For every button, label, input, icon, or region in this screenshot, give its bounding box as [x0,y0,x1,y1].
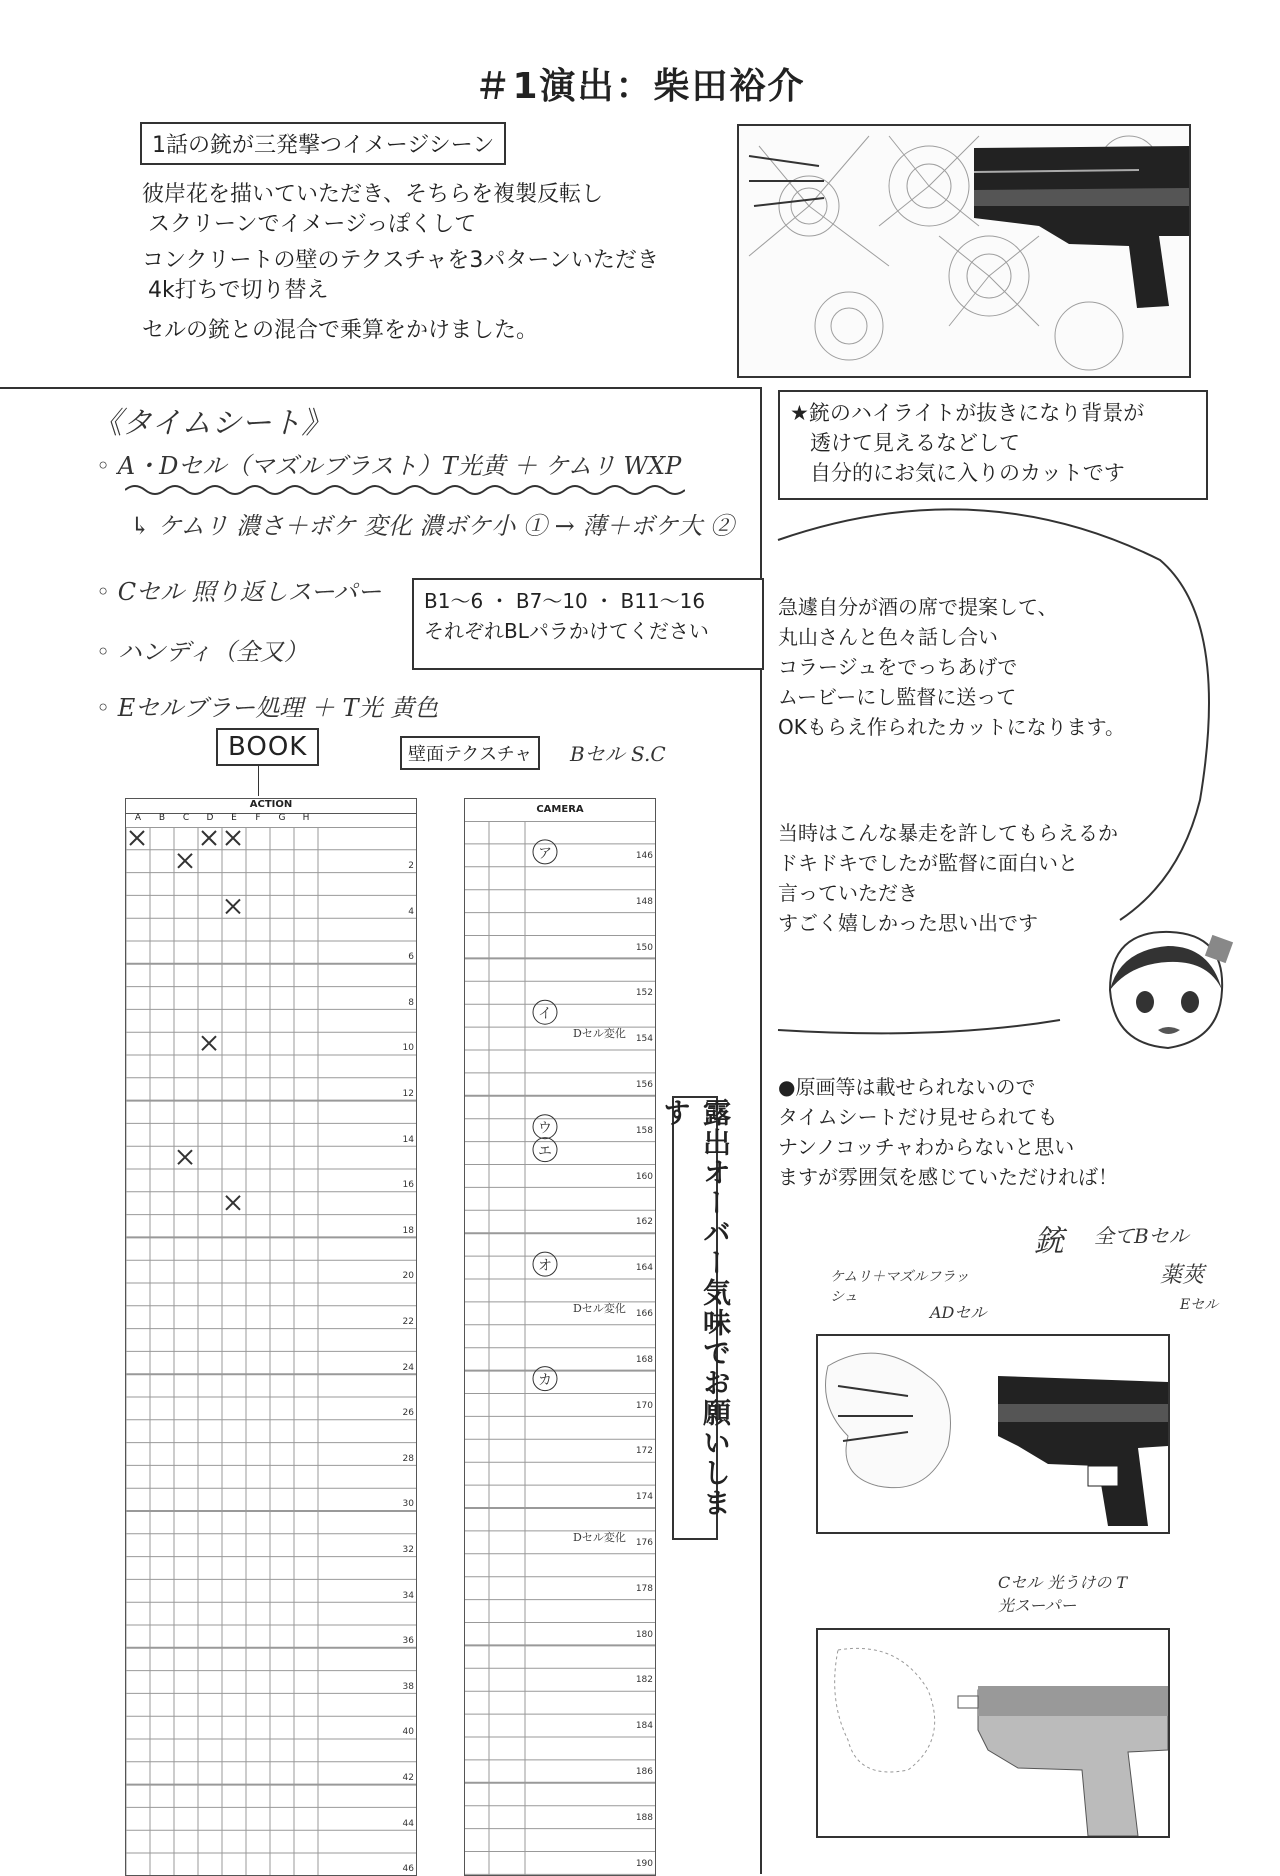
c-cel-label: Cセル 光うけの T光スーパー [998,1573,1128,1615]
frame-number: 28 [402,1453,414,1464]
camera-header: CAMERA [465,799,655,822]
camera-sheet [464,798,656,1876]
camera-number: 174 [635,1492,653,1503]
chibi-character-icon [1090,920,1240,1070]
intro-line: セルの銃との混合で乗算をかけました。 [142,318,539,343]
frame-number: 18 [402,1225,414,1236]
scene-label: 1話の銃が三発撃つイメージシーン [140,122,506,165]
camera-number: 146 [635,851,653,861]
mark-label: ウ [538,1120,552,1137]
camera-number: 178 [635,1583,653,1594]
gun-smoke-illustration [818,1336,1168,1532]
camera-number: 162 [635,1217,653,1228]
bubble-line: OKもらえ作られたカットになります。 [778,715,1126,739]
x-mark [202,831,216,845]
bubble-line: ドキドキでしたが監督に面白いと [778,851,1078,875]
book-label: BOOK [216,728,319,766]
frame-number: 2 [408,861,414,871]
gun-smoke-panel [816,1334,1170,1534]
frame-number: 20 [402,1271,414,1282]
bubble-line: 当時はこんな暴走を許してもらえるか [778,821,1118,845]
timesheet-heading: 《タイムシート》 [92,406,332,441]
frame-number: 16 [402,1180,414,1191]
camera-number: 186 [635,1767,653,1777]
timesheet-note-4: ◦ ハンディ（全又） [96,638,308,666]
frame-number: 24 [402,1362,414,1373]
gun-highlight-illustration [818,1630,1168,1836]
camera-number-column [629,821,653,1875]
page-title: ＃1演出：柴田裕介 [474,66,806,107]
bl-note-line: それぞれBLパラかけてください [424,619,709,643]
frame-number: 34 [402,1590,414,1601]
camera-number: 168 [635,1354,653,1365]
x-mark [226,1196,240,1210]
col-label: C [182,813,190,823]
bubble-line: 丸山さんと色々話し合い [778,625,998,649]
camera-number: 176 [635,1538,653,1548]
note2-line: ますが雰囲気を感じていただければ！ [778,1165,1118,1189]
frame-number-column [394,827,414,1875]
highlight-line: ★銃のハイライトが抜きになり背景が [790,401,1145,425]
frame-number: 40 [402,1727,414,1738]
timesheet-note-3: ◦ Cセル 照り返しスーパー [96,578,382,606]
action-columns [126,813,416,828]
mark-label: ア [538,845,552,862]
x-mark [178,1150,192,1164]
bubble-text-1 [778,592,1125,742]
exposure-note-box [659,1096,732,1540]
frame-number: 32 [402,1545,414,1555]
x-mark [202,1036,216,1050]
intro-line: コンクリートの壁のテクスチャを3パターンいただき [142,248,659,273]
camera-number: 164 [635,1263,653,1274]
wall-texture-label: 壁面テクスチャ [400,736,540,770]
frame-number: 22 [402,1317,414,1327]
col-label: A [134,813,142,823]
intro-paragraph [142,180,659,346]
frame-number: 12 [402,1089,414,1099]
timesheet-note-1: ◦ A・Dセル（マズルブラスト）T光黄 ＋ ケムリ WXP [96,452,682,480]
camera-number: 150 [635,942,653,953]
camera-grid [465,821,655,1875]
frame-number: 30 [402,1499,414,1510]
camera-number: 154 [635,1034,653,1045]
camera-number: 172 [635,1446,653,1457]
highlight-line: 透けて見えるなどして [810,431,1020,455]
bubble-text-2 [778,818,1118,938]
e-cel-label: Eセル [1180,1297,1219,1313]
camera-number: 170 [635,1400,653,1411]
camera-number: 156 [635,1080,653,1090]
note2 [778,1072,1118,1192]
frame-number: 4 [408,906,414,917]
smoke-label: ケムリ＋マズルフラッシュ [830,1269,970,1305]
frame-number: 6 [408,952,414,963]
dcel-change-note: Dセル変化 [573,1301,626,1315]
note2-line: タイムシートだけ見せられても [778,1105,1058,1129]
col-label: B [158,813,166,823]
camera-number: 190 [635,1858,653,1869]
frame-number: 8 [408,997,414,1008]
dcel-change-note: Dセル変化 [573,1530,626,1544]
bubble-line: ムービーにし監督に送って [778,685,1017,709]
highlight-note [778,390,1208,500]
action-header: ACTION [126,799,416,814]
col-label: E [231,813,237,823]
bubble-line: コラージュをでっちあげで [778,655,1018,679]
x-mark [226,899,240,913]
book-pointer [258,766,259,796]
all-b-cel-label: 全てBセル [1094,1224,1189,1248]
col-label: F [255,813,261,823]
intro-line: スクリーンでイメージっぽくして [148,212,477,237]
mark-label: オ [538,1258,552,1275]
frame-number: 10 [402,1043,414,1054]
camera-number: 166 [635,1309,653,1319]
bubble-line: 言っていただき [778,881,918,905]
cartridge-label: 薬莢 [1160,1263,1205,1288]
camera-number: 184 [635,1721,653,1732]
intro-line: 彼岸花を描いていただき、そちらを複製反転し [142,182,604,207]
mark-label: カ [538,1372,552,1389]
frame-number: 14 [402,1134,414,1145]
intro-line: 4k打ちで切り替え [148,278,329,303]
camera-number: 152 [635,988,653,999]
frame-number: 46 [402,1864,414,1875]
bl-param-note [412,578,764,670]
camera-number: 188 [635,1812,653,1823]
col-label: G [278,813,286,823]
camera-number: 160 [635,1171,653,1182]
frame-number: 42 [402,1773,414,1783]
timesheet-note-5: ◦ Eセルブラー処理 ＋ T光 黄色 [96,694,439,722]
ad-cel-label: ADセル [930,1303,987,1322]
frame-number: 36 [402,1636,414,1647]
col-label: H [302,813,310,823]
wavy-underline [125,482,685,498]
frame-number: 44 [402,1818,414,1829]
camera-number: 182 [635,1675,653,1686]
mark-label: イ [538,1006,552,1023]
gun-label: 銃 [1034,1224,1064,1259]
action-grid [126,827,416,1875]
x-mark [226,831,240,845]
highlight-line: 自分的にお気に入りのカットです [810,461,1125,485]
muzzle-flash-image [737,124,1191,378]
b-cel-label: Bセル S.C [570,742,666,766]
note2-line: ●原画等は載せられないので [778,1075,1036,1099]
gun-highlight-panel [816,1628,1170,1838]
section-divider [0,387,762,389]
timesheet-note-2: ↳ ケムリ 濃さ＋ボケ 変化 濃ボケ小 ① → 薄＋ボケ大 ② [130,512,735,540]
bubble-line: すごく嬉しかった思い出です [778,911,1038,935]
camera-number: 180 [635,1629,653,1640]
spider-lily-illustration [739,126,1189,376]
x-mark [178,854,192,868]
bl-note-line: B1～6 ・ B7～10 ・ B11～16 [424,589,706,613]
note2-line: ナンノコッチャわからないと思い [778,1135,1075,1159]
col-label: D [206,813,214,823]
camera-number: 158 [635,1125,653,1136]
dcel-change-note: Dセル変化 [573,1027,626,1041]
mark-label: エ [538,1143,552,1160]
x-mark [130,831,144,845]
frame-number: 38 [402,1681,414,1692]
exposure-note: 露出オーバー気味でお願いします [659,1098,732,1518]
bubble-line: 急遽自分が酒の席で提案して、 [778,595,1058,619]
camera-number: 148 [635,896,653,907]
frame-number: 26 [402,1408,414,1419]
action-sheet [125,798,417,1876]
